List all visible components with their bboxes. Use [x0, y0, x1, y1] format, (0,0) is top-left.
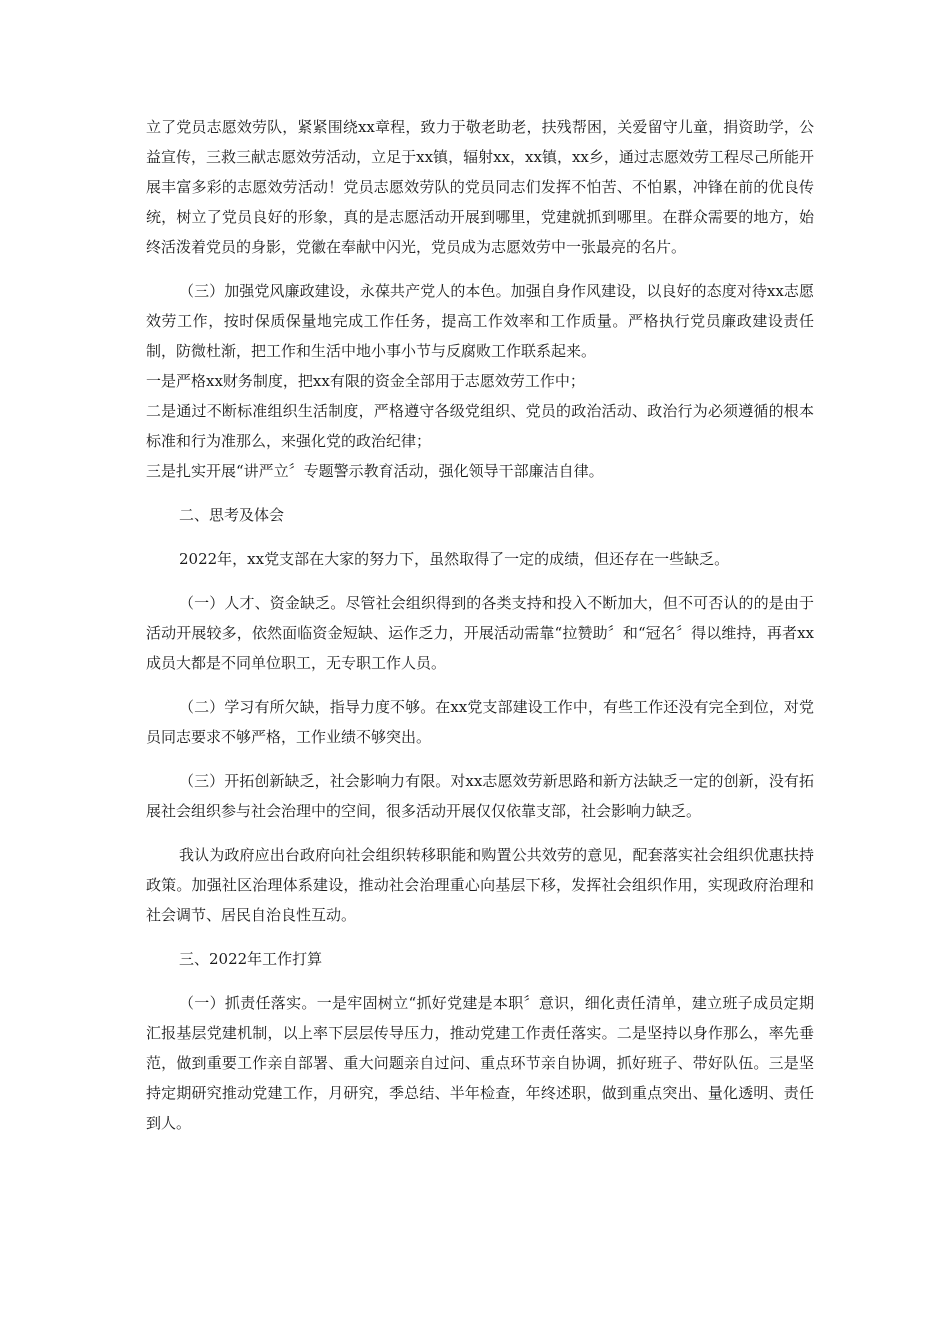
paragraph-learning: （二）学习有所欠缺，指导力度不够。在xx党支部建设工作中，有些工作还没有完全到位，对党员同志要求不够严格，工作业绩不够突出。: [146, 698, 814, 746]
paragraph-summary-2022: 2022年，xx党支部在大家的努力下，虽然取得了一定的成绩，但还存在一些缺乏。: [179, 550, 730, 568]
paragraph-talent-funds: （一）人才、资金缺乏。尽管社会组织得到的各类支持和投入不断加大，但不可否认的的是由于活动开展较多，依然面临资金短缺、运作乏力，开展活动需靠“拉赞助〞和“冠名〞得以维持，再者xx成员大都是不同单位职工，无专职工作人员。: [146, 594, 814, 672]
paragraph-item-finance: 一是严格xx财务制度，把xx有限的资金全部用于志愿效劳工作中；: [146, 372, 585, 390]
section-heading-reflection: 二、思考及体会: [179, 506, 285, 524]
document-page: [146, 112, 814, 1138]
paragraph-volunteer-team: 立了党员志愿效劳队，紧紧围绕xx章程，致力于敬老助老，扶残帮困，关爱留守儿童，捐资助学，公益宣传，三救三献志愿效劳活动，立足于xx镇，辐射xx，xx镇，xx乡，通过志愿效劳工程尽己所能开展丰富多彩的志愿效劳活动！党员志愿效劳队的党员同志们发挥不怕苦、不怕累，冲锋在前的优良传统，树立了党员良好的形象，真的是志愿活动开展到哪里，党建就抓到哪里。在群众需要的地方，始终活泼着党员的身影，党徽在奉献中闪光，党员成为志愿效劳中一张最亮的名片。: [146, 118, 814, 256]
paragraph-responsibility: （一）抓责任落实。一是牢固树立“抓好党建是本职〞意识，细化责任清单，建立班子成员定期汇报基层党建机制，以上率下层层传导压力，推动党建工作责任落实。二是坚持以身作那么，率先垂范，做到重要工作亲自部署、重大问题亲自过问、重点环节亲自协调，抓好班子、带好队伍。三是坚持定期研究推动党建工作，月研究，季总结、半年检查，年终述职，做到重点突出、量化透明、责任到人。: [146, 994, 814, 1132]
paragraph-item-discipline: 二是通过不断标准组织生活制度，严格遵守各级党组织、党员的政治活动、政治行为必须遵循的根本标准和行为准那么，来强化党的政治纪律；: [146, 402, 814, 450]
paragraph-suggestion: 我认为政府应出台政府向社会组织转移职能和购置公共效劳的意见，配套落实社会组织优惠扶持政策。加强社区治理体系建设，推动社会治理重心向基层下移，发挥社会组织作用，实现政府治理和社会调节、居民自治良性互动。: [146, 846, 814, 924]
paragraph-item-education: 三是扎实开展“讲严立〞专题警示教育活动，强化领导干部廉洁自律。: [146, 462, 604, 480]
paragraph-integrity-building: （三）加强党风廉政建设，永葆共产党人的本色。加强自身作风建设，以良好的态度对待xx志愿效劳工作，按时保质保量地完成工作任务，提高工作效率和工作质量。严格执行党员廉政建设责任制，防微杜渐，把工作和生活中地小事小节与反腐败工作联系起来。: [146, 282, 814, 360]
section-heading-plan: 三、2022年工作打算: [179, 950, 323, 968]
paragraph-innovation: （三）开拓创新缺乏，社会影响力有限。对xx志愿效劳新思路和新方法缺乏一定的创新，没有拓展社会组织参与社会治理中的空间，很多活动开展仅仅依靠支部，社会影响力缺乏。: [146, 772, 814, 820]
